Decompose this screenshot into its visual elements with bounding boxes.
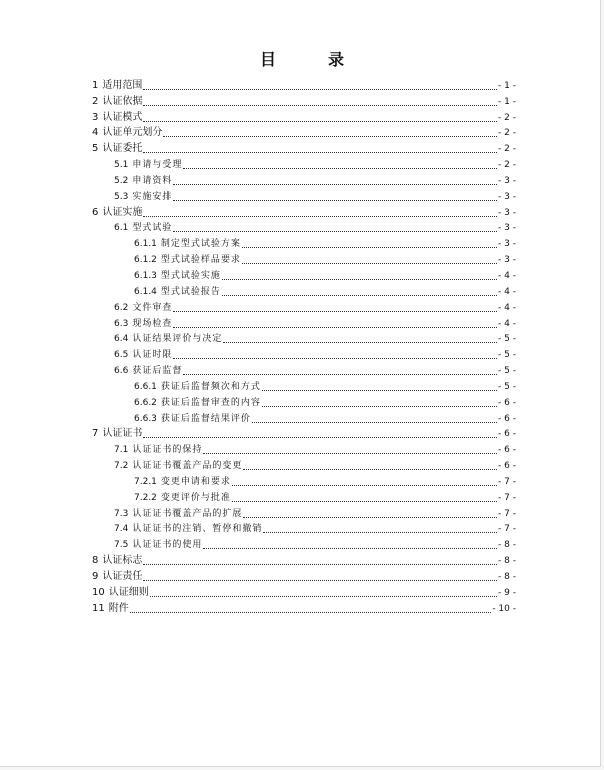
toc-entry-title: 变更评价与批准 — [160, 492, 231, 503]
toc-entry-number: 7.2 — [114, 461, 129, 472]
toc-dot-leader — [243, 509, 497, 518]
toc-entry-title: 实施安排 — [132, 191, 173, 202]
toc-dot-leader — [222, 287, 497, 296]
toc-entry-page: - 3 - — [498, 191, 516, 202]
toc-entry[interactable] — [92, 314, 516, 330]
toc-entry-title: 认证标志 — [102, 555, 143, 567]
toc-entry-number: 3 — [92, 111, 99, 123]
toc-dot-leader — [173, 303, 497, 312]
toc-dot-leader — [173, 223, 497, 232]
toc-entry-page: - 1 - — [498, 96, 516, 107]
toc-entry-page: - 2 - — [498, 144, 516, 155]
toc-entry-page: - 2 - — [498, 160, 516, 171]
toc-dot-leader — [143, 81, 497, 90]
toc-dot-leader — [173, 350, 497, 359]
toc-entry-number: 6 — [92, 206, 99, 218]
toc-entry-page: - 3 - — [498, 255, 516, 266]
toc-dot-leader — [203, 445, 497, 454]
table-of-contents — [92, 76, 516, 615]
toc-entry-page: - 5 - — [498, 366, 516, 377]
toc-entry[interactable] — [92, 124, 516, 140]
toc-entry-page: - 6 - — [498, 397, 516, 408]
toc-entry-title: 认证证书的保持 — [132, 445, 203, 456]
toc-entry-number: 1 — [92, 79, 99, 91]
toc-entry-number: 6.6 — [114, 366, 129, 377]
toc-entry-page: - 6 - — [498, 413, 516, 424]
toc-entry[interactable] — [92, 551, 516, 567]
toc-dot-leader — [173, 192, 497, 201]
toc-entry-number: 7.4 — [114, 524, 129, 535]
toc-dot-leader — [150, 588, 497, 597]
toc-entry-title: 认证责任 — [102, 571, 143, 582]
toc-entry-number: 5 — [92, 143, 99, 155]
toc-entry-page: - 10 - — [492, 603, 516, 614]
toc-entry-page: - 6 - — [498, 429, 516, 440]
toc-dot-leader — [143, 429, 497, 438]
toc-entry-number: 6.4 — [114, 334, 129, 345]
toc-entry-title: 型式试验 — [132, 223, 173, 234]
toc-dot-leader — [143, 208, 497, 217]
toc-entry[interactable] — [92, 298, 516, 314]
toc-entry[interactable] — [92, 282, 516, 298]
toc-entry-page: - 8 - — [498, 556, 516, 567]
toc-dot-leader — [143, 113, 497, 122]
toc-entry[interactable] — [92, 266, 516, 282]
toc-entry[interactable] — [92, 504, 516, 520]
toc-entry[interactable] — [92, 583, 516, 599]
toc-entry-number: 6.6.2 — [134, 397, 157, 408]
toc-entry-title: 认证结果评价与决定 — [132, 334, 223, 345]
toc-entry-number: 6.1.2 — [134, 255, 157, 266]
toc-entry-number: 6.1.4 — [134, 286, 157, 297]
toc-entry-title: 认证单元划分 — [102, 127, 163, 139]
toc-entry-title: 认证时限 — [132, 350, 173, 361]
toc-entry-number: 2 — [92, 95, 99, 107]
toc-entry[interactable] — [92, 599, 516, 615]
toc-entry-page: - 6 - — [498, 461, 516, 472]
toc-entry-number: 5.1 — [114, 160, 129, 171]
toc-dot-leader — [243, 461, 497, 470]
toc-entry-page: - 9 - — [498, 587, 516, 598]
toc-dot-leader — [183, 366, 497, 375]
toc-entry[interactable] — [92, 393, 516, 409]
toc-entry-page: - 8 - — [498, 572, 516, 582]
toc-entry-title: 认证依据 — [102, 95, 143, 107]
toc-entry[interactable] — [92, 409, 516, 425]
toc-entry-number: 7.3 — [114, 508, 129, 519]
toc-entry-title: 认证证书 — [102, 428, 143, 440]
toc-entry-number: 4 — [92, 127, 99, 139]
toc-entry[interactable] — [92, 250, 516, 266]
toc-entry-title: 附件 — [108, 602, 129, 614]
toc-entry-title: 获证后监督结果评价 — [160, 413, 251, 424]
toc-entry-number: 11 — [92, 602, 105, 614]
toc-entry-title: 制定型式试验方案 — [160, 239, 241, 250]
toc-entry-title: 认证证书的使用 — [132, 540, 203, 551]
toc-entry-page: - 7 - — [498, 524, 516, 535]
toc-entry-number: 6.6.1 — [134, 381, 157, 392]
toc-entry-title: 认证委托 — [102, 143, 143, 155]
toc-entry-page: - 4 - — [498, 318, 516, 329]
toc-dot-leader — [223, 334, 497, 343]
toc-dot-leader — [203, 540, 497, 549]
toc-entry-number: 7.1 — [114, 445, 129, 456]
toc-entry[interactable] — [92, 330, 516, 346]
toc-dot-leader — [232, 477, 497, 486]
toc-entry[interactable] — [92, 535, 516, 551]
toc-entry-page: - 7 - — [498, 492, 516, 503]
toc-dot-leader — [263, 524, 497, 533]
toc-entry-title: 申请资料 — [132, 175, 173, 186]
toc-entry-title: 认证实施 — [102, 206, 143, 218]
toc-entry-page: - 6 - — [498, 445, 516, 456]
toc-entry-title: 获证后监督频次和方式 — [160, 381, 261, 392]
toc-entry-title: 变更申请和要求 — [160, 476, 231, 487]
toc-entry-number: 7.2.1 — [134, 476, 157, 487]
toc-entry-number: 9 — [92, 571, 99, 582]
toc-dot-leader — [252, 414, 497, 423]
toc-entry-page: - 8 - — [498, 540, 516, 551]
toc-entry-page: - 3 - — [498, 223, 516, 234]
toc-entry-title: 现场检查 — [132, 318, 173, 329]
toc-dot-leader — [242, 255, 497, 264]
toc-entry-number: 6.2 — [114, 302, 129, 313]
toc-entry-page: - 3 - — [498, 175, 516, 186]
toc-entry[interactable] — [92, 425, 516, 441]
toc-entry-number: 8 — [92, 555, 99, 567]
toc-entry[interactable] — [92, 171, 516, 187]
toc-entry-number: 5.2 — [114, 175, 129, 186]
toc-entry-page: - 5 - — [498, 334, 516, 345]
toc-dot-leader — [173, 176, 497, 185]
toc-entry[interactable] — [92, 456, 516, 472]
toc-title: 目 录 — [259, 50, 362, 69]
toc-entry-number: 6.6.3 — [134, 413, 157, 424]
toc-entry-title: 适用范围 — [102, 79, 143, 91]
toc-entry-title: 申请与受理 — [132, 160, 183, 171]
toc-entry[interactable] — [92, 219, 516, 235]
toc-entry-page: - 4 - — [498, 302, 516, 313]
toc-entry-title: 认证细则 — [108, 586, 149, 598]
toc-entry-page: - 7 - — [498, 508, 516, 519]
toc-dot-leader — [163, 128, 497, 137]
toc-dot-leader — [183, 160, 497, 169]
toc-entry[interactable] — [92, 92, 516, 108]
toc-entry[interactable] — [92, 361, 516, 377]
toc-dot-leader — [143, 97, 497, 106]
toc-entry-page: - 4 - — [498, 286, 516, 297]
toc-dot-leader — [232, 493, 497, 502]
toc-entry-title: 型式试验报告 — [160, 286, 221, 297]
toc-entry-number: 7 — [92, 428, 99, 440]
toc-entry-page: - 4 - — [498, 270, 516, 281]
toc-entry-number: 7.5 — [114, 540, 129, 551]
toc-entry[interactable] — [92, 567, 516, 583]
toc-entry[interactable] — [92, 139, 516, 155]
toc-entry-number: 6.3 — [114, 318, 129, 329]
toc-entry-title: 认证证书覆盖产品的扩展 — [132, 508, 243, 519]
toc-entry[interactable] — [92, 520, 516, 536]
toc-entry-number: 6.5 — [114, 350, 129, 361]
toc-entry[interactable] — [92, 345, 516, 361]
toc-entry-number: 6.1.3 — [134, 270, 157, 281]
toc-entry[interactable] — [92, 488, 516, 504]
toc-entry[interactable] — [92, 108, 516, 124]
toc-dot-leader — [173, 319, 497, 328]
toc-entry[interactable] — [92, 203, 516, 219]
toc-entry-number: 7.2.2 — [134, 492, 157, 503]
toc-dot-leader — [262, 382, 497, 391]
toc-entry[interactable] — [92, 187, 516, 203]
toc-entry-page: - 2 - — [498, 128, 516, 139]
toc-entry[interactable] — [92, 76, 516, 92]
toc-entry-title: 认证证书覆盖产品的变更 — [132, 461, 243, 472]
toc-entry-title: 获证后监督 — [132, 366, 183, 377]
toc-dot-leader — [222, 271, 497, 280]
toc-entry[interactable] — [92, 472, 516, 488]
toc-entry-title: 获证后监督审查的内容 — [160, 397, 261, 408]
toc-dot-leader — [143, 572, 497, 581]
toc-dot-leader — [143, 556, 497, 565]
toc-entry-page: - 5 - — [498, 381, 516, 392]
toc-entry-title: 型式试验实施 — [160, 270, 221, 281]
toc-entry-page: - 1 - — [498, 80, 516, 91]
toc-dot-leader — [143, 144, 497, 153]
toc-entry-page: - 2 - — [498, 112, 516, 123]
toc-entry-title: 认证证书的注销、暂停和撤销 — [132, 524, 263, 535]
toc-entry[interactable] — [92, 440, 516, 456]
toc-entry-title: 认证模式 — [102, 111, 143, 123]
toc-entry-number: 6.1 — [114, 223, 129, 234]
toc-dot-leader — [130, 604, 492, 613]
toc-entry-page: - 5 - — [498, 350, 516, 361]
toc-entry-number: 6.1.1 — [134, 239, 157, 250]
toc-entry-page: - 7 - — [498, 476, 516, 487]
toc-entry-page: - 3 - — [498, 207, 516, 218]
toc-entry-title: 型式试验样品要求 — [160, 255, 241, 266]
toc-dot-leader — [242, 239, 497, 248]
toc-dot-leader — [262, 398, 497, 407]
toc-entry-number: 10 — [92, 586, 105, 598]
toc-entry-number: 5.3 — [114, 191, 129, 202]
toc-entry-page: - 3 - — [498, 239, 516, 250]
toc-entry[interactable] — [92, 155, 516, 171]
toc-entry-title: 文件审查 — [132, 302, 173, 313]
toc-entry[interactable] — [92, 377, 516, 393]
toc-entry[interactable] — [92, 234, 516, 250]
